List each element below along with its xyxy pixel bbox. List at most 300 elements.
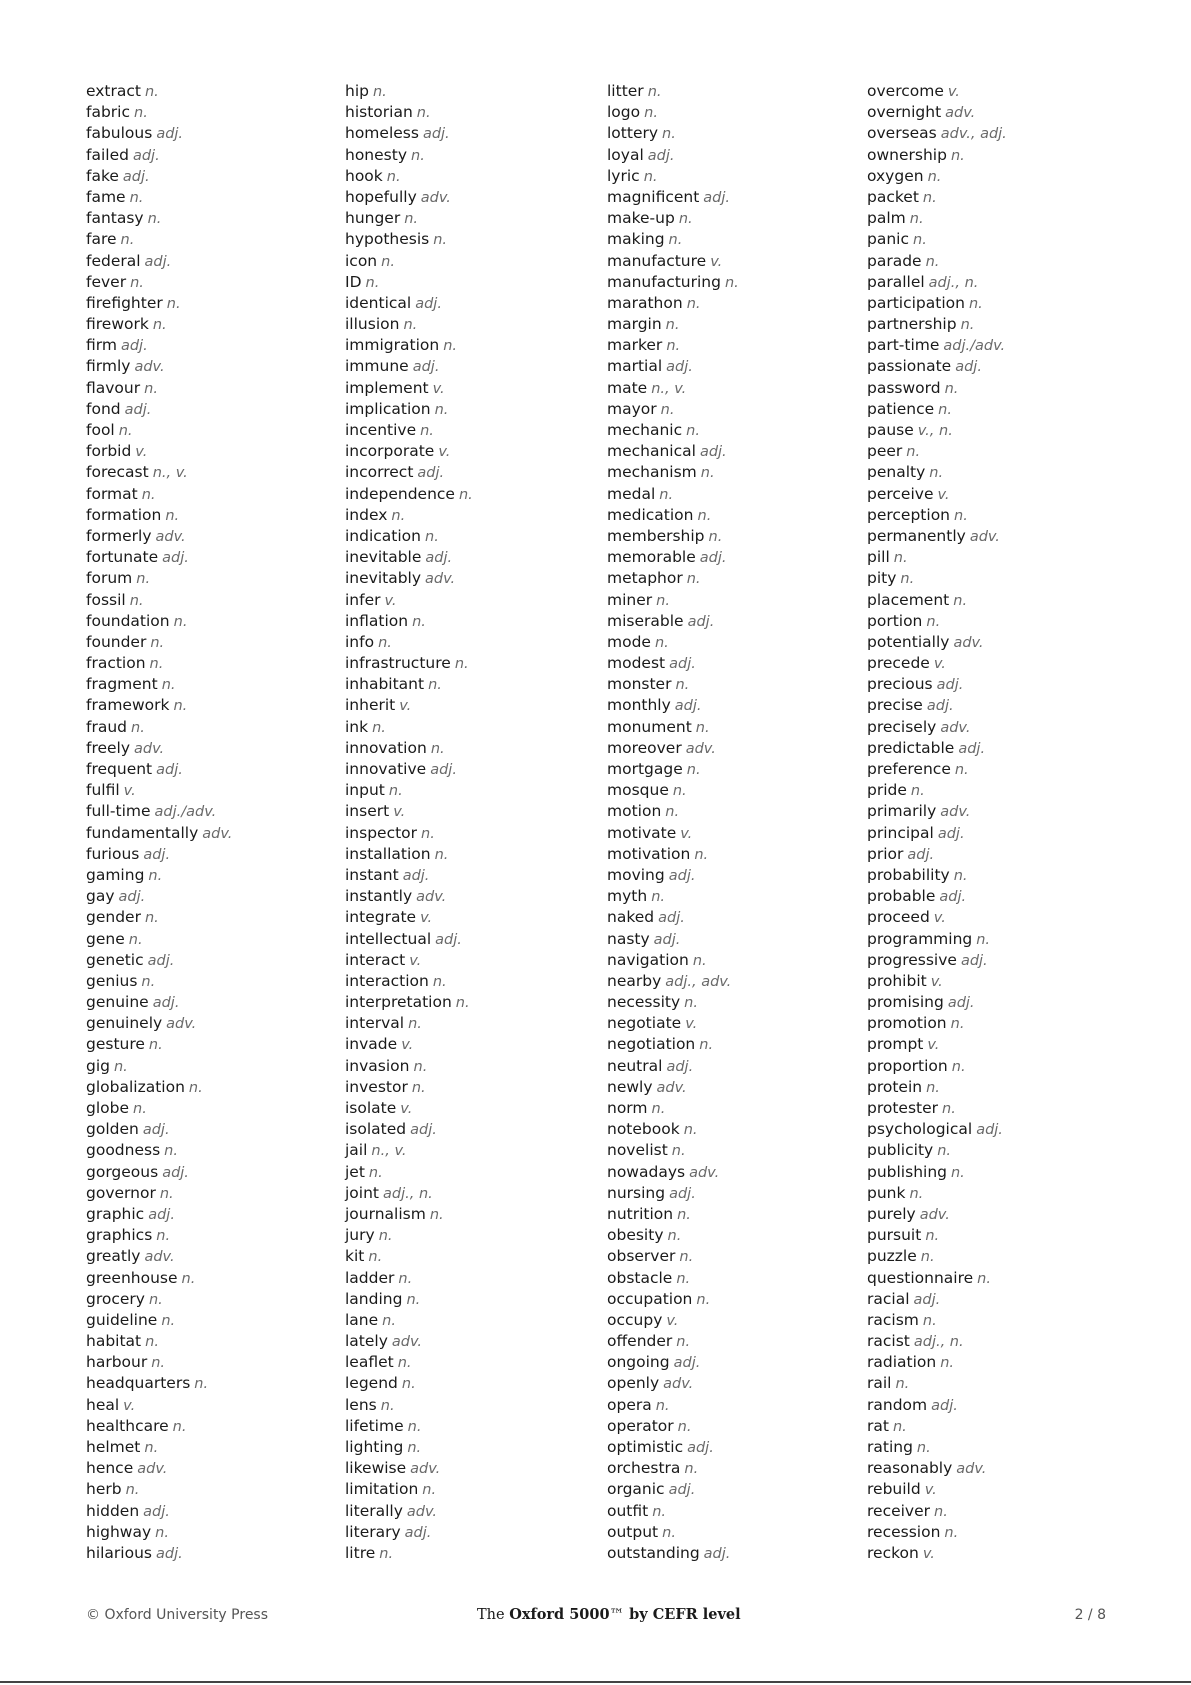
part-of-speech: adj. [430,762,457,778]
headword: motivate [607,823,677,842]
part-of-speech: n. [892,1418,907,1435]
part-of-speech: n. [660,401,675,418]
headword: journalism [345,1204,426,1223]
word-entry [607,632,857,653]
part-of-speech: n. [412,613,426,630]
part-of-speech: n. [909,211,924,228]
part-of-speech: adj. [162,550,189,567]
word-entry [86,929,336,950]
part-of-speech: adj. [156,126,184,143]
part-of-speech: n. [404,211,419,228]
word-entry [86,590,336,611]
headword: precisely [867,717,937,736]
headword: portion [867,611,923,630]
headword: fame [86,187,126,206]
word-entry [867,1034,1117,1055]
headword: motion [607,802,662,821]
word-entry [607,1013,857,1034]
word-entry [345,166,595,187]
headword: legend [345,1374,398,1393]
headword: isolated [345,1120,407,1139]
part-of-speech: n. [148,867,163,884]
word-entry [86,907,336,928]
word-entry [345,229,595,250]
word-entry [867,399,1117,420]
word-entry [345,971,595,992]
word-entry [867,293,1117,314]
headword: incorrect [345,463,414,482]
word-entry [345,145,595,166]
headword: proceed [867,908,930,927]
word-entry [345,1268,595,1289]
word-entry [86,441,336,462]
part-of-speech: n. [118,423,133,439]
word-entry [86,356,336,377]
headword: founder [86,632,147,651]
word-entry [86,1098,336,1119]
headword: password [867,378,941,397]
word-entry [867,1183,1117,1204]
part-of-speech: n. [406,1291,421,1308]
word-entry [86,1543,336,1564]
headword: input [345,781,385,800]
part-of-speech: v. [924,1482,937,1499]
word-entry [86,632,336,653]
headword: gay [86,887,115,906]
headword: homeless [345,124,419,143]
part-of-speech: n. [684,995,698,1012]
headword: failed [86,145,129,164]
word-entry [867,823,1117,844]
part-of-speech: n. [413,1058,428,1075]
part-of-speech: n. [934,1503,948,1520]
word-entry [867,1352,1117,1373]
word-entry [86,1501,336,1522]
part-of-speech: n. [129,592,144,609]
word-entry [86,759,336,780]
part-of-speech: n. [678,211,693,228]
headword: monument [607,717,692,736]
word-entry [607,590,857,611]
part-of-speech: n. [656,592,670,609]
headword: precious [867,675,933,694]
headword: genuinely [86,1014,163,1033]
word-entry [345,293,595,314]
word-entry [345,1289,595,1310]
headword: panic [867,230,909,249]
part-of-speech: adj., adv. [665,973,732,990]
part-of-speech: n. [676,1270,691,1287]
part-of-speech: adv. [969,528,1000,545]
headword: participation [867,293,965,312]
part-of-speech: n. [398,1270,413,1287]
part-of-speech: n. [388,783,403,800]
part-of-speech: n. [944,380,959,397]
word-entry [607,865,857,886]
part-of-speech: n. [144,84,159,100]
headword: make-up [607,209,675,228]
word-entry [345,81,595,102]
headword: probability [867,865,950,884]
headword: jail [345,1141,368,1160]
part-of-speech: adj. [669,1185,696,1202]
word-entry [607,1204,857,1225]
word-entry [86,1479,336,1500]
part-of-speech: n. [683,1122,698,1139]
word-column-2 [345,81,595,1564]
title-suffix: by CEFR level [624,1606,741,1623]
part-of-speech: n. [420,423,434,439]
word-entry [867,653,1117,674]
part-of-speech: n. [647,84,662,100]
headword: governor [86,1183,156,1202]
headword: overseas [867,124,937,143]
headword: kit [345,1247,365,1266]
word-entry [867,907,1117,928]
headword: fond [86,399,121,418]
headword: questionnaire [867,1268,974,1287]
headword: myth [607,887,648,906]
part-of-speech: n. [458,486,473,503]
part-of-speech: n. [686,571,701,588]
word-entry [86,420,336,441]
headword: puzzle [867,1247,917,1266]
part-of-speech: adj. [913,1291,941,1308]
part-of-speech: n. [976,931,991,948]
headword: gaming [86,865,145,884]
headword: extract [86,82,141,100]
headword: litre [345,1543,376,1562]
headword: greatly [86,1247,141,1266]
word-entry [867,1162,1117,1183]
part-of-speech: n. [141,973,156,990]
part-of-speech: adv. [689,1164,720,1181]
part-of-speech: adv. [137,1461,168,1478]
word-entry [607,907,857,928]
part-of-speech: n. [662,126,676,143]
headword: passionate [867,357,952,376]
word-entry [86,717,336,738]
part-of-speech: adj. [152,995,180,1012]
headword: intellectual [345,929,432,948]
headword: genuine [86,993,149,1012]
headword: moving [607,865,665,884]
word-entry [867,971,1117,992]
word-entry [86,484,336,505]
headword: monthly [607,696,671,715]
part-of-speech: adv. [144,1249,175,1266]
word-entry [607,272,857,293]
word-entry [867,1289,1117,1310]
word-entry [86,1395,336,1416]
part-of-speech: adj. [412,359,440,376]
word-entry [607,1056,857,1077]
part-of-speech: n. [131,719,145,736]
word-entry [867,1458,1117,1479]
part-of-speech: n. [652,1503,667,1520]
word-entry [345,992,595,1013]
word-entry [345,844,595,865]
headword: implement [345,378,429,397]
part-of-speech: n. [925,1228,940,1245]
headword: globalization [86,1077,185,1096]
part-of-speech: adv. [134,359,165,376]
word-entry [345,674,595,695]
headword: icon [345,251,378,270]
part-of-speech: adj. [947,995,975,1012]
word-entry [607,1077,857,1098]
word-entry [867,801,1117,822]
headword: manufacture [607,251,707,270]
word-entry [86,950,336,971]
headword: headquarters [86,1374,191,1393]
headword: litter [607,82,644,100]
headword: programming [867,929,973,948]
headword: indication [345,526,421,545]
part-of-speech: adj. [669,656,696,673]
word-entry [867,356,1117,377]
word-entry [607,187,857,208]
headword: moreover [607,738,682,757]
word-entry [867,1204,1117,1225]
word-entry [345,1543,595,1564]
headword: identical [345,293,412,312]
part-of-speech: v. [680,825,693,842]
part-of-speech: n. [676,1334,691,1351]
headword: fantasy [86,209,144,228]
part-of-speech: v. [384,592,397,609]
headword: frequent [86,760,153,778]
headword: lens [345,1395,377,1414]
headword: martial [607,357,663,376]
headword: perceive [867,484,934,503]
part-of-speech: v. [393,804,406,821]
part-of-speech: adj. [937,825,965,842]
word-entry [86,462,336,483]
headword: motivation [607,844,691,863]
word-entry [607,1183,857,1204]
headword: hilarious [86,1543,152,1562]
part-of-speech: adj./adv. [154,804,217,821]
headword: incorporate [345,442,435,461]
word-column-3 [607,81,857,1564]
headword: pursuit [867,1226,922,1245]
word-entry [86,1056,336,1077]
word-entry [86,547,336,568]
part-of-speech: n. [699,1037,714,1054]
headword: invade [345,1035,398,1054]
word-entry [607,1140,857,1161]
word-entry [867,950,1117,971]
part-of-speech: n. [411,1079,426,1096]
headword: forum [86,569,133,588]
headword: radiation [867,1353,937,1372]
headword: inevitable [345,548,422,567]
headword: hidden [86,1501,140,1520]
headword: openly [607,1374,660,1393]
word-entry [86,1119,336,1140]
headword: infer [345,590,381,609]
headword: margin [607,315,662,334]
part-of-speech: n. [429,1206,444,1223]
part-of-speech: n. [708,528,723,545]
headword: mode [607,632,651,651]
part-of-speech: adj. [703,189,731,206]
copyright-notice: © Oxford University Press [86,1607,269,1623]
word-entry [345,823,595,844]
part-of-speech: v. [135,444,148,461]
headword: magnificent [607,187,700,206]
headword: ink [345,717,369,736]
part-of-speech: n. [950,1164,965,1181]
word-entry [345,441,595,462]
headword: installation [345,844,431,863]
part-of-speech: n. [155,1524,169,1541]
headword: naked [607,908,655,927]
part-of-speech: n. [697,507,712,524]
word-entry [607,653,857,674]
part-of-speech: n. [422,1482,437,1499]
part-of-speech: n. [651,889,665,906]
headword: pride [867,781,907,800]
word-entry [345,886,595,907]
part-of-speech: n. [432,973,447,990]
headword: hence [86,1459,134,1478]
headword: inflation [345,611,409,630]
word-entry [867,1246,1117,1267]
part-of-speech: adj. [120,338,148,355]
headword: lottery [607,124,659,143]
headword: organic [607,1480,665,1499]
headword: mechanical [607,442,696,461]
part-of-speech: n. [925,253,940,270]
headword: hip [345,82,369,100]
headword: mosque [607,781,669,800]
part-of-speech: adj. [939,889,967,906]
word-entry [607,102,857,123]
part-of-speech: adj. [435,931,462,948]
part-of-speech: n. [372,719,386,736]
headword: packet [867,187,919,206]
headword: manufacturing [607,272,721,291]
word-entry [86,780,336,801]
word-entry [86,251,336,272]
headword: gesture [86,1035,145,1054]
headword: miner [607,590,653,609]
part-of-speech: n. [141,486,156,503]
headword: forbid [86,442,132,461]
word-entry [86,1268,336,1289]
part-of-speech: n. [950,147,965,164]
word-entry [345,378,595,399]
part-of-speech: adj. [156,1545,183,1562]
word-entry [345,187,595,208]
word-entry [86,653,336,674]
headword: prior [867,844,904,863]
headword: obesity [607,1226,664,1245]
headword: mechanic [607,421,683,439]
word-entry [345,1522,595,1543]
word-entry [607,1034,857,1055]
word-entry [607,1268,857,1289]
word-entry [867,187,1117,208]
part-of-speech: n. [665,804,680,821]
part-of-speech: n. [953,867,968,884]
part-of-speech: n. [960,317,975,334]
headword: habitat [86,1332,142,1351]
word-entry [86,1416,336,1437]
word-entry [345,759,595,780]
part-of-speech: n. [125,1482,140,1499]
part-of-speech: adv. [134,740,165,757]
word-entry [867,272,1117,293]
word-entry [607,420,857,441]
headword: necessity [607,993,681,1012]
part-of-speech: n. [937,1143,952,1160]
word-entry [867,1098,1117,1119]
headword: format [86,484,138,503]
headword: navigation [607,950,689,969]
part-of-speech: n. [403,317,418,334]
word-entry [345,123,595,144]
part-of-speech: n. [953,592,968,609]
word-entry [607,145,857,166]
word-entry [86,611,336,632]
word-entry [867,1331,1117,1352]
part-of-speech: n. [113,1058,128,1075]
word-entry [86,1246,336,1267]
headword: goodness [86,1141,161,1160]
word-entry [607,208,857,229]
part-of-speech: adj. [144,253,172,270]
part-of-speech: adj. [417,465,445,482]
part-of-speech: v. [937,486,950,503]
word-entry [345,314,595,335]
headword: overcome [867,82,944,100]
part-of-speech: v. [409,952,422,969]
headword: optimistic [607,1438,684,1456]
word-entry [607,738,857,759]
part-of-speech: n. [651,1101,666,1117]
word-entry [86,102,336,123]
part-of-speech: n., v. [152,465,188,482]
headword: rat [867,1416,889,1435]
headword: heal [86,1395,120,1414]
headword: protester [867,1099,939,1117]
word-entry [867,166,1117,187]
headword: interval [345,1014,405,1033]
word-entry [345,1310,595,1331]
part-of-speech: adj. [404,1524,432,1541]
part-of-speech: n. [654,634,669,651]
part-of-speech: n. [149,656,164,673]
headword: rating [867,1438,913,1456]
part-of-speech: n. [667,1228,682,1245]
word-entry [867,759,1117,780]
word-entry [867,1077,1117,1098]
part-of-speech: n. [133,1101,147,1117]
headword: medal [607,484,656,503]
part-of-speech: n. [430,740,445,757]
word-entry [345,1204,595,1225]
word-entry [867,1437,1117,1458]
word-entry [86,1289,336,1310]
part-of-speech: n. [144,1440,159,1456]
part-of-speech: n. [120,232,135,249]
headword: globe [86,1099,130,1117]
word-entry [607,929,857,950]
headword: membership [607,526,705,545]
